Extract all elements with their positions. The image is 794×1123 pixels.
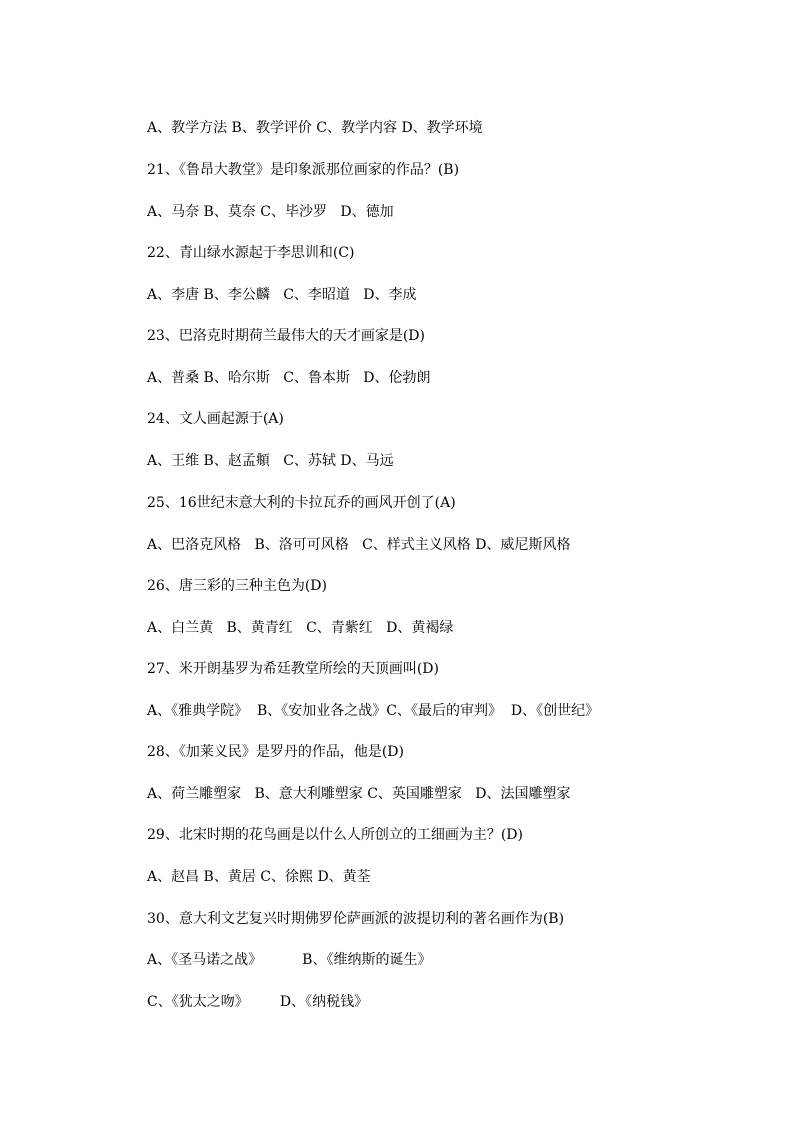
question-24: 24、文人画起源于(A) [147,411,284,427]
question-23: 23、巴洛克时期荷兰最伟大的天才画家是(D) [147,328,425,344]
question-22: 22、青山绿水源起于李思训和(C) [147,245,355,261]
answer-options-26: A、白兰黄 B、黄青红 C、青紫红 D、黄褐绿 [147,620,454,636]
question-29: 29、北宋时期的花鸟画是以什么人所创立的工细画为主？(D) [147,827,523,843]
answer-options-21: A、马奈 B、莫奈 C、毕沙罗 D、德加 [147,204,394,220]
question-25: 25、16世纪末意大利的卡拉瓦乔的画风开创了(A) [147,495,456,511]
answer-options-30-ab: A、《圣马诺之战》 B、《维纳斯的诞生》 [147,952,432,968]
answer-options-24: A、王维 B、赵孟頫 C、苏轼 D、马远 [147,453,394,469]
answer-options-28: A、荷兰雕塑家 B、意大利雕塑家 C、英国雕塑家 D、法国雕塑家 [147,786,571,802]
question-27: 27、米开朗基罗为希廷教堂所绘的天顶画叫(D) [147,661,439,677]
answer-options-22: A、李唐 B、李公麟 C、李昭道 D、李成 [147,287,417,303]
question-30: 30、意大利文艺复兴时期佛罗伦萨画派的波提切利的著名画作为(B) [147,911,565,927]
question-28: 28、《加莱义民》是罗丹的作品，他是(D) [147,744,404,760]
answer-options-25: A、巴洛克风格 B、洛可可风格 C、样式主义风格 D、威尼斯风格 [147,537,571,553]
answer-options-27: A、《雅典学院》 B、《安加业各之战》C、《最后的审判》 D、《创世纪》 [147,703,600,719]
question-21: 21、《鲁昂大教堂》是印象派那位画家的作品？(B) [147,162,460,178]
answer-options-29: A、赵昌 B、黄居 C、徐熙 D、黄荃 [147,869,371,885]
question-26: 26、唐三彩的三种主色为(D) [147,578,327,594]
answer-options-30-cd: C、《犹太之吻》 D、《纳税钱》 [147,994,369,1010]
answer-options-23: A、普桑 B、哈尔斯 C、鲁本斯 D、伦勃朗 [147,370,431,386]
answer-options-20: A、教学方法 B、教学评价 C、教学内容 D、教学环境 [147,120,483,136]
